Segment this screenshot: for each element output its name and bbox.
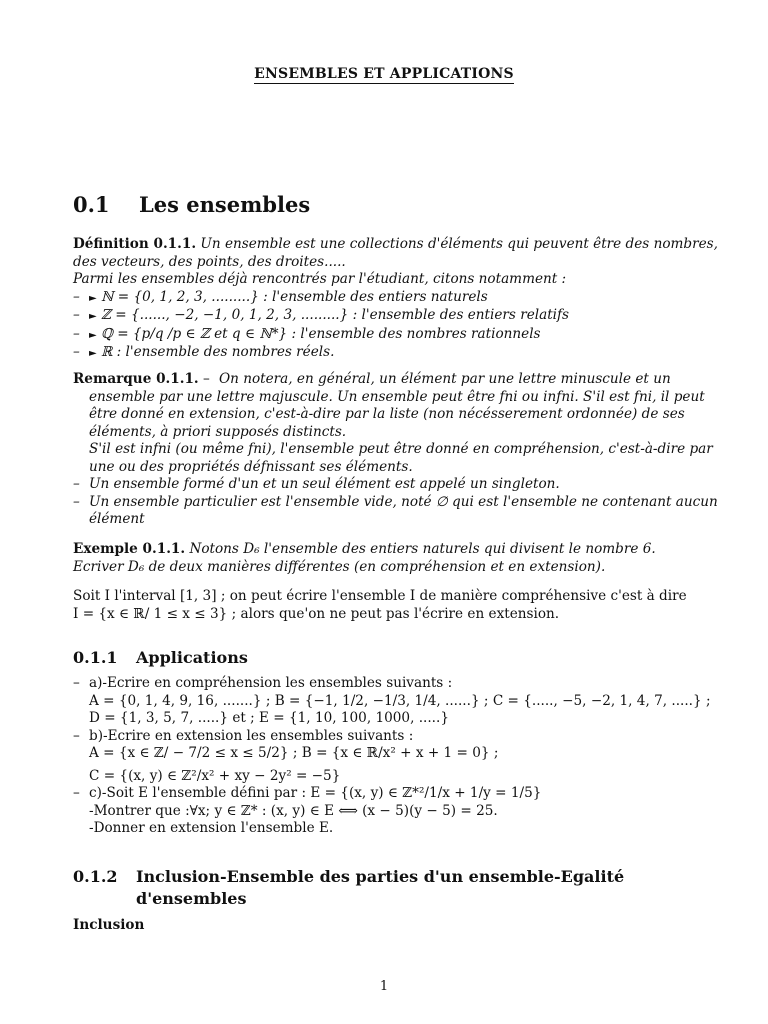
- list-item: – Un ensemble particulier est l'ensemble vide, noté ∅ qui est l'ensemble ne contenant aucun: [73, 493, 718, 510]
- definition-label: Définition 0.1.1.: [73, 236, 197, 252]
- triangle-right-icon: ►: [89, 292, 97, 304]
- remark-label: Remarque 0.1.1.: [73, 371, 199, 387]
- paragraph-heading: Inclusion: [73, 917, 145, 933]
- triangle-right-icon: ►: [89, 348, 97, 359]
- section-title: Les ensembles: [139, 192, 311, 217]
- list-item: – ► ℕ = {0, 1, 2, 3, .........} : l'ensemble des entiers naturels: [73, 288, 488, 305]
- list-item: – ► ℝ : l'ensemble des nombres réels.: [73, 344, 335, 360]
- page-number: 1: [379, 979, 389, 994]
- definition-block: Définition 0.1.1. Un ensemble est une collections d'éléments qui peuvent être des nombres, des vecteurs, des points, des droites..... Parmi les ensembles déjà rencontrés par l'étudiant, citons notamment : – ► ℕ = {0, 1, 2, 3, .........} : l'ensemble des entiers naturels – ► ℤ = {......, −2, −1, 0, 1, 2, 3, .........} : l'ensemble des entiers relatifs – ► ℚ = {p/q /p ∈ ℤ et q ∈ ℕ*} : l'ensemble des nombres rationnels – ► ℝ : l'ensemble des nombres réels.: [73, 236, 695, 363]
- list-item: – ► ℤ = {......, −2, −1, 0, 1, 2, 3, .........} : l'ensemble des entiers relatifs: [73, 307, 570, 323]
- example-block: Exemple 0.1.1. Notons D₆ l'ensemble des entiers naturels qui divisent le nombre 6. Ecriver D₆ de deux manières différentes (en compréhension et en extension).: [73, 541, 656, 575]
- triangle-right-icon: ►: [89, 329, 97, 341]
- triangle-right-icon: ►: [89, 311, 97, 322]
- section-heading: [73, 192, 311, 217]
- subsection-heading: 0.1.2 Inclusion-Ensemble des parties d'un ensemble-Egalité d'ensembles: [73, 867, 625, 908]
- interval-paragraph: Soit I l'interval [1, 3] ; on peut écrire l'ensemble I de manière compréhensive c'est à dire I = {x ∈ ℝ/ 1 ≤ x ≤ 3} ; alors que'on ne peut pas l'écrire en extension.: [73, 588, 687, 622]
- list-item: – a)-Ecrire en compréhension les ensembles suivants :: [73, 675, 453, 691]
- example-label: Exemple 0.1.1.: [73, 541, 186, 557]
- subsection-heading: 0.1.1 Applications: [73, 648, 248, 667]
- remark-block: Remarque 0.1.1. – On notera, en général, un élément par une lettre minuscule et un ensemble par une lettre majuscule. Un ensemble peut être fni ou infni. S'il est fni, il peut être donné en extension, c'est-à-dire par la liste (non nécésserement ordonnée) de ses éléments, à priori supposés distincts. S'il est infni (ou même fni), l'ensemble peut être donné en compréhension, c'est-à-dire par une ou des propriétés défnissant ses éléments. – Un ensemble formé d'un et un seul élément est appelé un singleton. – Un ensemble particulier est l'ensemble vide, noté ∅ qui est l'ensemble ne contenant aucun élément: [73, 371, 718, 527]
- list-item: – ► ℚ = {p/q /p ∈ ℤ et q ∈ ℕ*} : l'ensemble des nombres rationnels: [73, 325, 541, 342]
- document-title: ENSEMBLES ET APPLICATIONS: [254, 66, 514, 82]
- section-number: 0.1: [73, 192, 110, 217]
- list-item: – b)-Ecrire en extension les ensembles suivants :: [73, 727, 414, 744]
- applications-list: – a)-Ecrire en compréhension les ensembles suivants : A = {0, 1, 4, 9, 16, .......} ; B = {−1, 1/2, −1/3, 1/4, ......} ; C = {....., −5, −2, 1, 4, 7, .....} ; D = {1, 3, 5, 7, .....} et ; E = {1, 10, 100, 1000, .....} – b)-Ecrire en extension les ensembles suivants : A = {x ∈ ℤ/ − 7/2 ≤ x ≤ 5/2} ; B = {x ∈ ℝ/x² + x + 1 = 0} ; C = {(x, y) ∈ ℤ²/x² + xy − 2y² = −5} – c)-Soit E l'ensemble défini par : E = {(x, y) ∈ ℤ*²/1/x + 1/y = 1/5} -Montrer que :∀x; y ∈ ℤ* : (x, y) ∈ E ⟺ (x − 5)(y − 5) = 25. -Donner en extension l'ensemble E.: [73, 675, 711, 836]
- list-item: – c)-Soit E l'ensemble défini par : E = {(x, y) ∈ ℤ*²/1/x + 1/y = 1/5}: [73, 785, 542, 801]
- list-item: – Un ensemble formé d'un et un seul élément est appelé un singleton.: [73, 476, 560, 492]
